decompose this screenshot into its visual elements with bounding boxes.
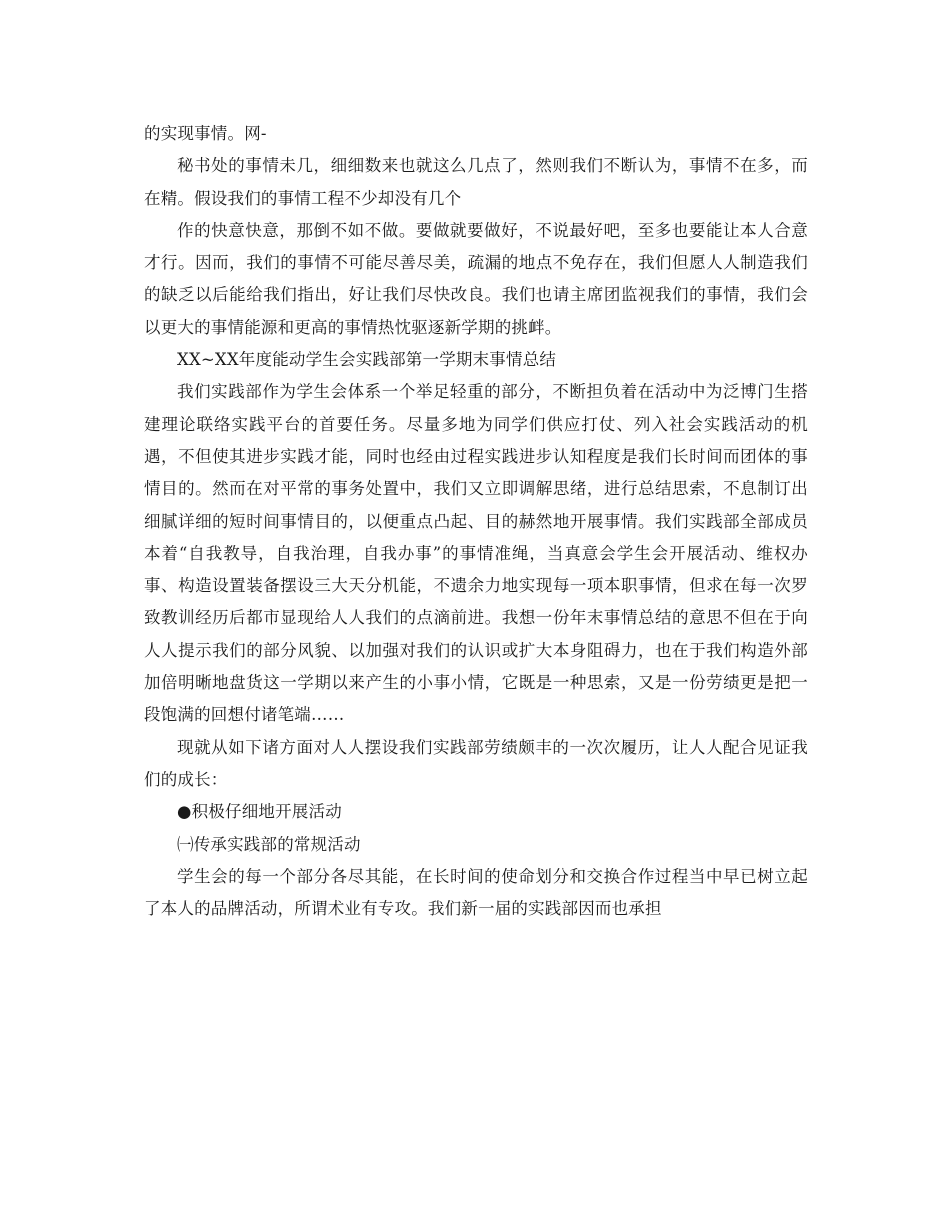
paragraph-1: 的实现事情。网- xyxy=(144,124,267,143)
paragraph-5: 现就从如下诸方面对人人摆设我们实践部劳绩颇丰的一次次履历，让人人配合见证我们的成长： xyxy=(144,737,808,789)
document-body xyxy=(144,118,808,925)
paragraph-2: 秘书处的事情未几，细细数来也就这么几点了，然则我们不断认为，事情不在多，而在精。假设我们的事情工程不少却没有几个 xyxy=(144,156,808,208)
paragraph-6: 学生会的每一个部分各尽其能，在长时间的使命划分和交换合作过程当中早已树立起了本人的品牌活动，所谓术业有专攻。我们新一届的实践部因而也承担 xyxy=(144,866,808,919)
paragraph-3: 作的快意快意，那倒不如不做。要做就要做好，不说最好吧，至多也要能让本人合意才行。因而，我们的事情不可能尽善尽美，疏漏的地点不免存在，我们但愿人人制造我们的缺乏以后能给我们指出，好让我们尽快改良。我们也请主席团监视我们的事情，我们会以更大的事情能源和更高的事情热忱驱逐新学期的挑衅。 xyxy=(144,220,808,337)
sub-heading: ㈠传承实践部的常规活动 xyxy=(177,834,361,854)
section-heading: XX~XX年度能动学生会实践部第一学期末事情总结 xyxy=(177,350,557,370)
bullet-heading: ●积极仔细地开展活动 xyxy=(177,802,342,822)
paragraph-4: 我们实践部作为学生会体系一个举足轻重的部分，不断担负着在活动中为泛博门生搭建理论联络实践平台的首要任务。尽量多地为同学们供应打仗、列入社会实践活动的机遇，不但使其进步实践才能，同时也经由过程实践进步认知程度是我们长时间而团体的事情目的。然而在对平常的事务处置中，我们又立即调解思绪，进行总结思索，不息制订出细腻详细的短时间事情目的，以便重点凸起、目的赫然地开展事情。我们实践部全部成员本着“自我教导，自我治理，自我办事”的事情准绳，当真意会学生会开展活动、维权办事、构造设置装备摆设三大天分机能，不遗余力地实现每一项本职事情，但求在每一次罗致教训经历后都市显现给人人我们的点滴前进。我想一份年末事情总结的意思不但在于向人人提示我们的部分风貌、以加强对我们的认识或扩大本身阻碍力，也在于我们构造外部加倍明晰地盘货这一学期以来产生的小事小情，它既是一种思索，又是一份劳绩更是把一段饱满的回想付诸笔端…… xyxy=(144,382,808,725)
